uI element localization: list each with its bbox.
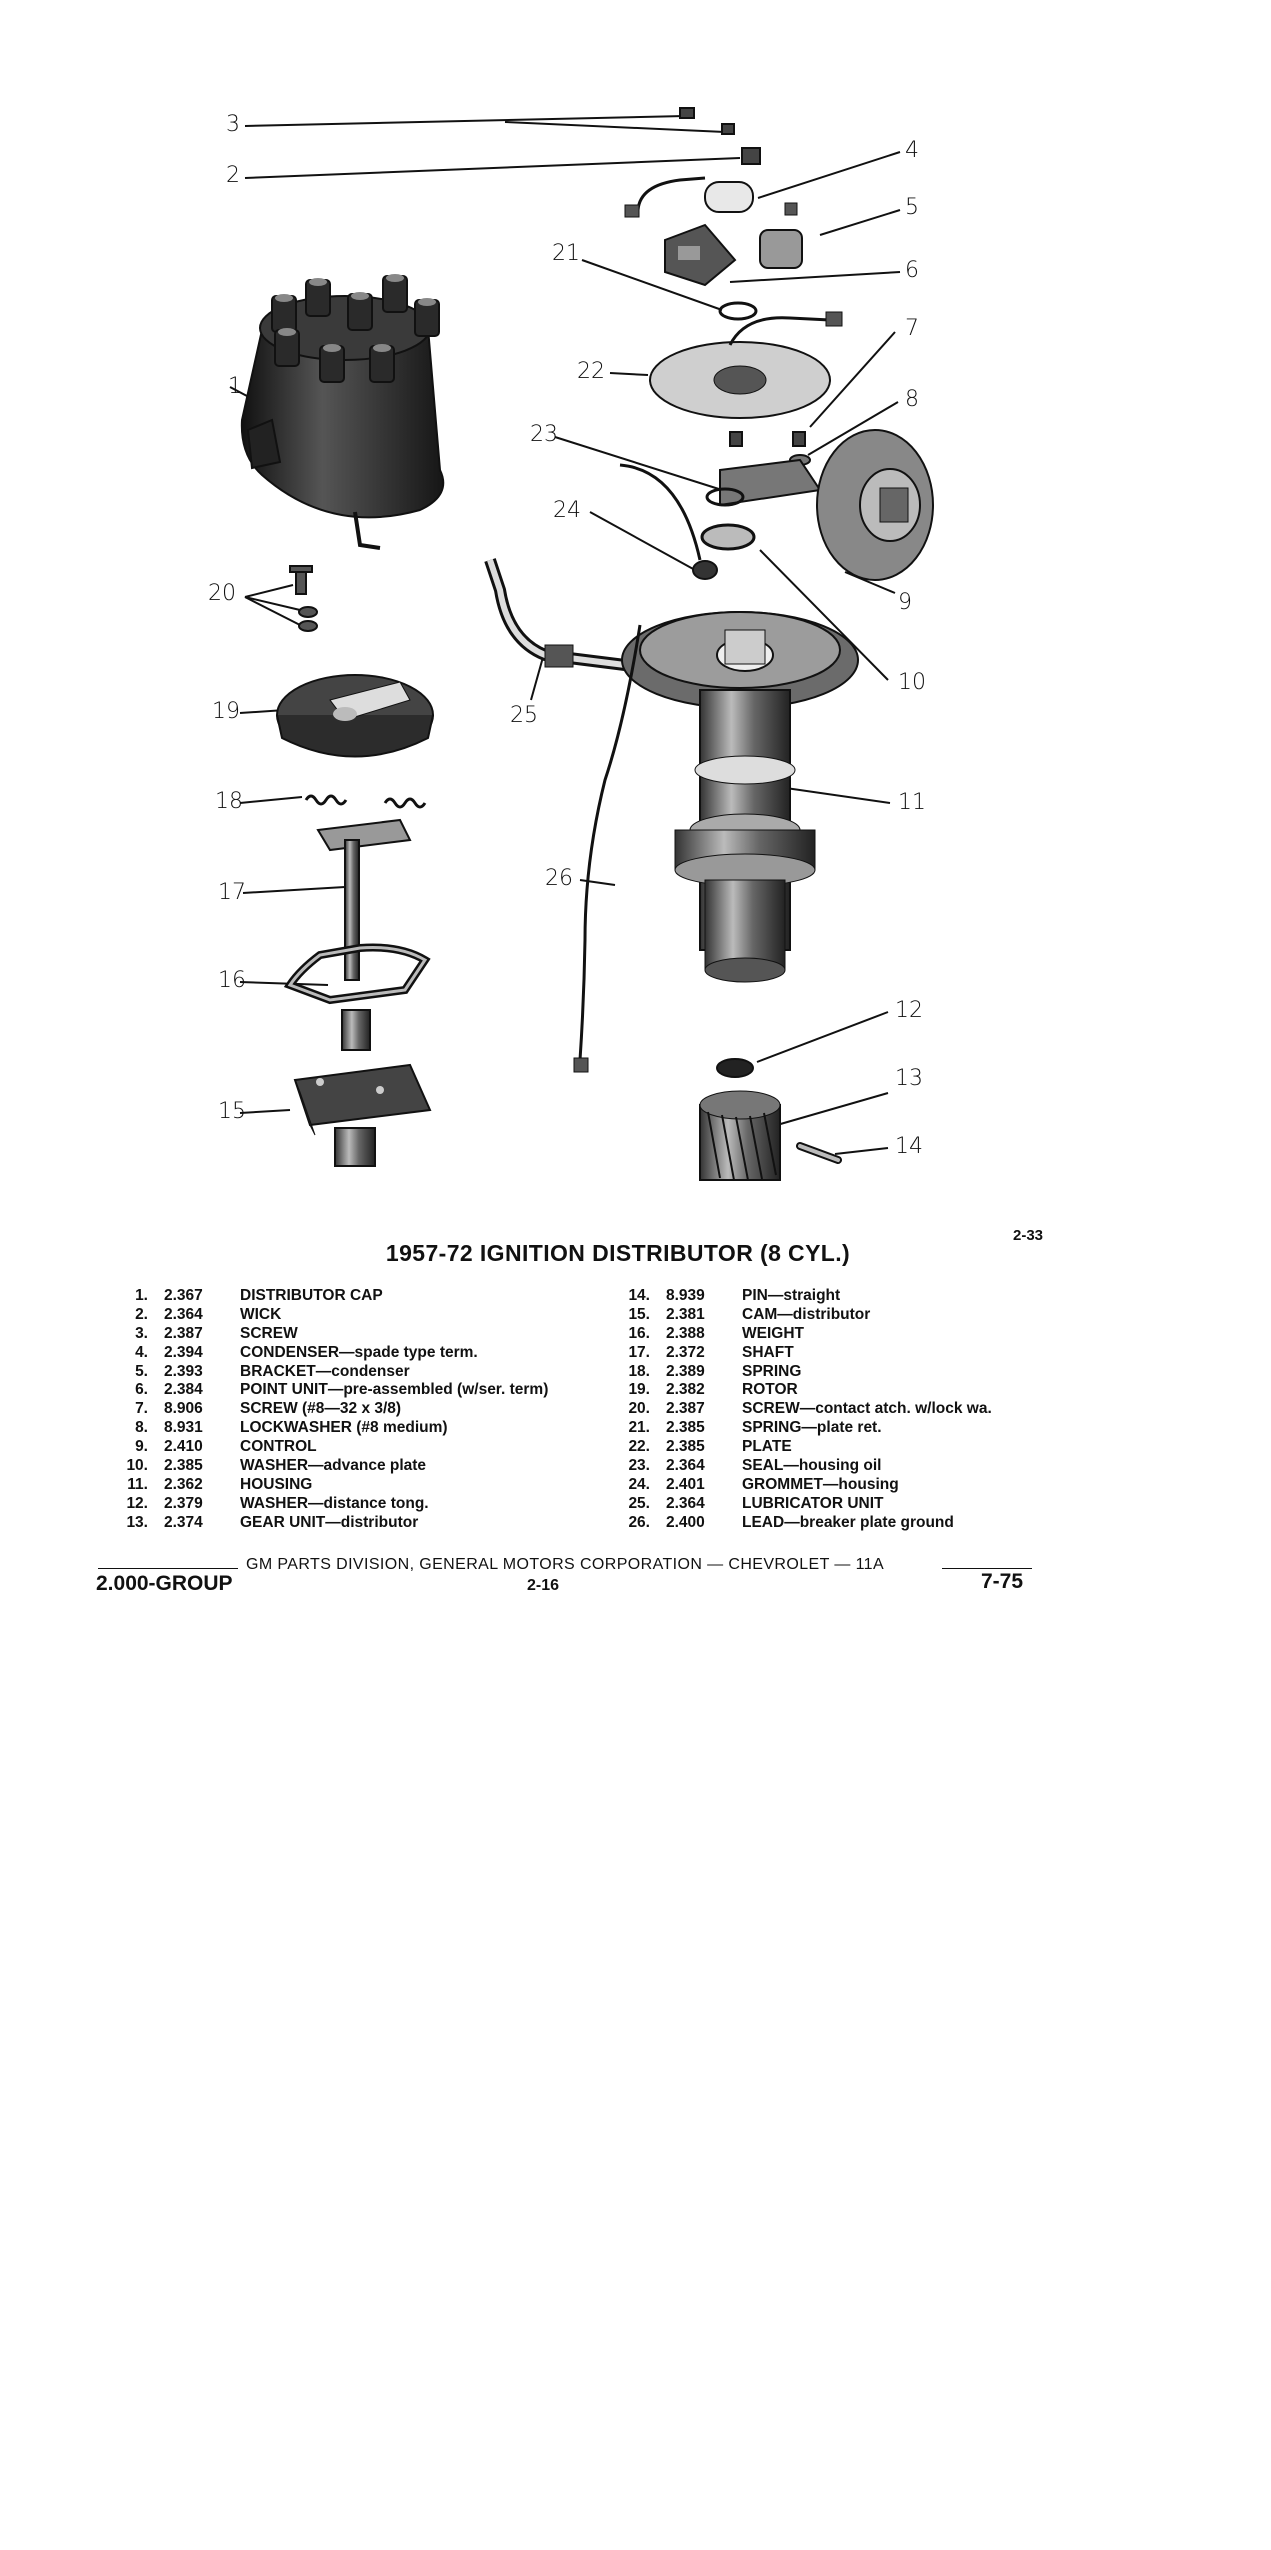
part-code: 2.394 [164,1343,203,1361]
part-code: 2.372 [666,1343,705,1361]
lubricator-part [490,560,625,667]
part-number: 1. [135,1287,148,1304]
part-number: 17. [628,1343,650,1361]
part-description: LUBRICATOR UNIT [742,1494,884,1512]
callout-label: 2 [226,163,240,188]
distributor-housing-part [622,612,858,982]
callout-label: 25 [510,703,538,728]
part-row [620,1476,1140,1495]
vacuum-control-part [720,430,933,580]
part-description: ROTOR [742,1381,798,1399]
cam-plate-part [295,1065,430,1166]
callout-label: 17 [218,880,246,905]
retainer-spring-part [720,303,756,319]
part-number: 16. [628,1324,650,1342]
part-description: CAM—distributor [742,1305,871,1323]
part-row [118,1419,598,1438]
part-code: 2.385 [164,1457,203,1475]
part-description: HOUSING [240,1475,313,1493]
part-description: PIN—straight [742,1287,841,1304]
part-row [118,1400,598,1419]
part-row [118,1287,598,1306]
part-code: 8.939 [666,1287,705,1304]
part-code: 8.931 [164,1419,203,1437]
part-description: PLATE [742,1438,792,1456]
part-code: 2.385 [666,1419,705,1437]
condenser-part [625,178,753,217]
part-number: 24. [628,1475,650,1493]
callout-label: 12 [895,998,923,1023]
part-description: SCREW [240,1324,298,1342]
part-number: 14. [628,1287,650,1304]
part-row [620,1457,1140,1476]
part-code: 8.906 [164,1400,203,1418]
part-code: 2.389 [666,1362,705,1380]
part-code: 2.364 [666,1494,705,1512]
part-description: GROMMET—housing [742,1475,899,1493]
part-number: 13. [126,1513,148,1531]
part-number: 26. [628,1513,650,1531]
rotor-part [277,675,433,757]
part-row [620,1514,1140,1533]
callout-label: 15 [218,1099,246,1124]
part-row [118,1325,598,1344]
part-number: 19. [628,1381,650,1399]
callout-label: 6 [905,258,919,283]
part-number: 10. [126,1457,148,1475]
condenser-bracket-part [760,203,802,268]
part-description: CONTROL [240,1438,317,1456]
exploded-distributor-diagram [0,0,1271,1220]
callout-label: 18 [215,789,243,814]
part-number: 2. [135,1305,148,1323]
part-row [118,1495,598,1514]
point-unit-part [665,225,735,285]
distance-washer-part [717,1059,753,1077]
part-code: 2.381 [666,1305,705,1323]
callout-label: 19 [212,699,240,724]
part-description: WEIGHT [742,1324,804,1342]
callout-label: 26 [545,866,573,891]
callout-label: 22 [577,359,605,384]
part-description: CONDENSER—spade type term. [240,1343,478,1361]
part-description: POINT UNIT—pre-assembled (w/ser. term) [240,1381,549,1399]
cam-sleeve-part [342,1010,370,1050]
callout-label: 16 [218,968,246,993]
part-number: 18. [628,1362,650,1380]
parts-list-right [620,1287,1140,1533]
part-code: 2.362 [164,1475,203,1493]
footer-division: GM PARTS DIVISION, GENERAL MOTORS CORPORATION — CHEVROLET — 11A [246,1556,885,1573]
callout-label: 9 [898,590,912,615]
part-number: 23. [628,1457,650,1475]
gear-unit-part [700,1091,780,1180]
callout-label: 7 [905,316,919,341]
revision-date: 7-75 [981,1570,1024,1593]
part-code: 2.387 [164,1324,203,1342]
page-number: 2-16 [527,1577,560,1594]
part-row [620,1344,1140,1363]
part-number: 12. [126,1494,148,1512]
part-code: 2.379 [164,1494,203,1512]
callout-label: 11 [898,790,926,815]
ground-lead-part [580,625,640,1060]
part-description: SHAFT [742,1343,794,1361]
part-code: 2.374 [164,1513,203,1531]
part-code: 2.364 [164,1305,203,1323]
advance-washer-part [702,525,754,549]
part-number: 25. [628,1494,650,1512]
weight-springs-part [306,796,425,807]
part-number: 21. [628,1419,650,1437]
grommet-part [693,561,717,579]
part-description: WICK [240,1305,282,1323]
part-row [620,1495,1140,1514]
part-description: SCREW (#8—32 x 3/8) [240,1400,402,1418]
part-row [620,1287,1140,1306]
part-code: 2.382 [666,1381,705,1399]
part-row [118,1381,598,1400]
part-code: 2.385 [666,1438,705,1456]
footer-rule-right [942,1568,1032,1569]
part-number: 3. [135,1324,148,1342]
part-number: 20. [628,1400,650,1418]
footer-rule-left [98,1568,238,1569]
part-row [118,1476,598,1495]
part-row [118,1344,598,1363]
part-number: 8. [135,1419,148,1437]
footer-group: 2.000-GROUP [96,1572,233,1595]
callout-label: 8 [905,387,919,412]
part-row [118,1438,598,1457]
callout-label: 3 [226,112,240,137]
page-title: 1957-72 IGNITION DISTRIBUTOR (8 CYL.) [385,1240,851,1266]
part-description: LEAD—breaker plate ground [742,1513,954,1531]
callout-label: 5 [905,195,919,220]
part-description: WASHER—advance plate [240,1457,427,1475]
part-code: 2.388 [666,1324,705,1342]
small-screws-top [680,108,760,164]
part-description: BRACKET—condenser [240,1362,410,1380]
part-description: LOCKWASHER (#8 medium) [240,1419,448,1437]
part-description: DISTRIBUTOR CAP [240,1287,383,1304]
part-description: SEAL—housing oil [742,1457,882,1475]
part-row [620,1325,1140,1344]
part-code: 2.364 [666,1457,705,1475]
callout-label: 10 [898,670,926,695]
callout-label: 24 [553,498,581,523]
part-row [620,1381,1140,1400]
part-number: 4. [135,1343,148,1361]
section-code: 2-33 [1013,1227,1044,1244]
callout-label: 14 [895,1134,923,1159]
part-number: 9. [135,1438,148,1456]
part-description: WASHER—distance tong. [240,1494,429,1512]
part-number: 22. [628,1438,650,1456]
part-code: 2.393 [164,1362,203,1380]
part-row [620,1419,1140,1438]
part-row [118,1363,598,1382]
part-code: 2.400 [666,1513,705,1531]
part-description: SPRING [742,1362,802,1380]
part-number: 6. [135,1381,148,1399]
part-code: 2.401 [666,1475,705,1493]
part-row [118,1457,598,1476]
callout-label: 21 [552,241,580,266]
part-code: 2.387 [666,1400,705,1418]
parts-list-left [118,1287,598,1533]
part-number: 5. [135,1362,148,1380]
part-description: SPRING—plate ret. [742,1419,882,1437]
part-row [620,1306,1140,1325]
breaker-plate-part [650,312,842,418]
callout-label: 1 [228,374,242,399]
part-row [118,1306,598,1325]
part-number: 11. [127,1475,148,1493]
part-number: 15. [628,1305,650,1323]
part-row [620,1400,1140,1419]
part-code: 2.367 [164,1287,203,1304]
callout-label: 23 [530,422,558,447]
part-code: 2.410 [164,1438,203,1456]
part-row [118,1514,598,1533]
part-description: SCREW—contact atch. w/lock wa. [742,1400,992,1418]
callout-label: 20 [208,581,236,606]
part-number: 7. [135,1400,148,1418]
part-code: 2.384 [164,1381,203,1399]
part-row [620,1438,1140,1457]
distributor-cap-part [242,274,443,548]
callout-label: 13 [895,1066,923,1091]
callout-label: 4 [905,138,919,163]
part-description: GEAR UNIT—distributor [240,1513,419,1531]
part-row [620,1363,1140,1382]
